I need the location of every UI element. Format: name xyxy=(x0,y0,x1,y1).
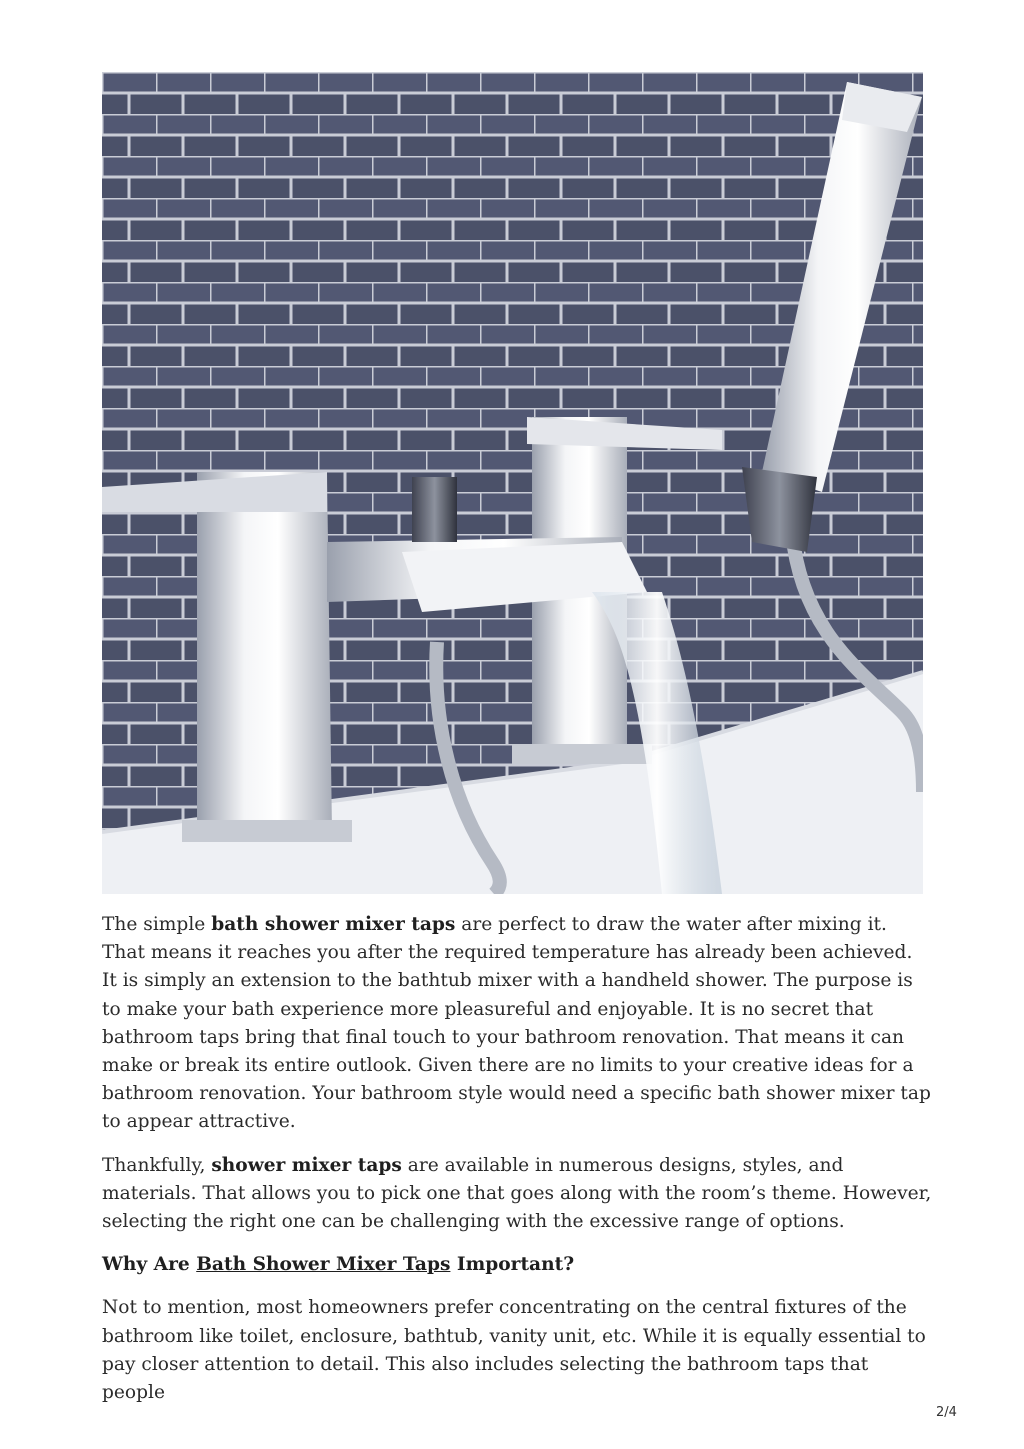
tap-illustration xyxy=(102,72,923,894)
paragraph-intro xyxy=(102,911,932,1137)
section-heading xyxy=(102,1251,932,1279)
heading-start: Why Are xyxy=(102,1254,197,1276)
keyword-bath-shower-mixer-taps: bath shower mixer taps xyxy=(211,914,456,935)
paragraph-thankfully xyxy=(102,1152,932,1237)
paragraph-homeowners: Not to mention, most homeowners prefer concentrating on the central fixtures of the bathroom like toilet, enclosure, bathtub, vanity unit, etc. While it is equally essential to pay closer attention to detail. This also includes selecting the bathroom taps that people xyxy=(102,1297,926,1404)
article-body xyxy=(102,911,932,1422)
paragraph-intro-start: The simple xyxy=(102,914,212,935)
paragraph-intro-rest: are perfect to draw the water after mixing it. That means it reaches you after the required temperature has already been achieved. It is simply an extension to the bathtub mixer with a handheld shower. The purpose is to make your bath experience more pleasureful and enjoyable. It is no secret that bathroom taps bring that final touch to your bathroom renovation. That means it can make or break its entire outlook. Given there are no limits to your creative ideas for a bathroom renovation. Your bathroom style would need a specific bath shower mixer tap to appear attractive. xyxy=(102,914,931,1133)
bath-shower-mixer-taps-link[interactable]: Bath Shower Mixer Taps xyxy=(196,1254,451,1276)
keyword-shower-mixer-taps: shower mixer taps xyxy=(211,1154,402,1176)
paragraph-thankfully-rest: are available in numerous designs, styles, and materials. That allows you to pick one that goes along with the room’s theme. However, selecting the right one can be challenging with the excessive range of options. xyxy=(102,1154,932,1233)
paragraph-thankfully-start: Thankfully, xyxy=(102,1154,212,1176)
bath-shower-mixer-tap-photo xyxy=(102,72,923,894)
page-number: 2/4 xyxy=(936,1405,957,1420)
heading-end: Important? xyxy=(450,1254,575,1276)
